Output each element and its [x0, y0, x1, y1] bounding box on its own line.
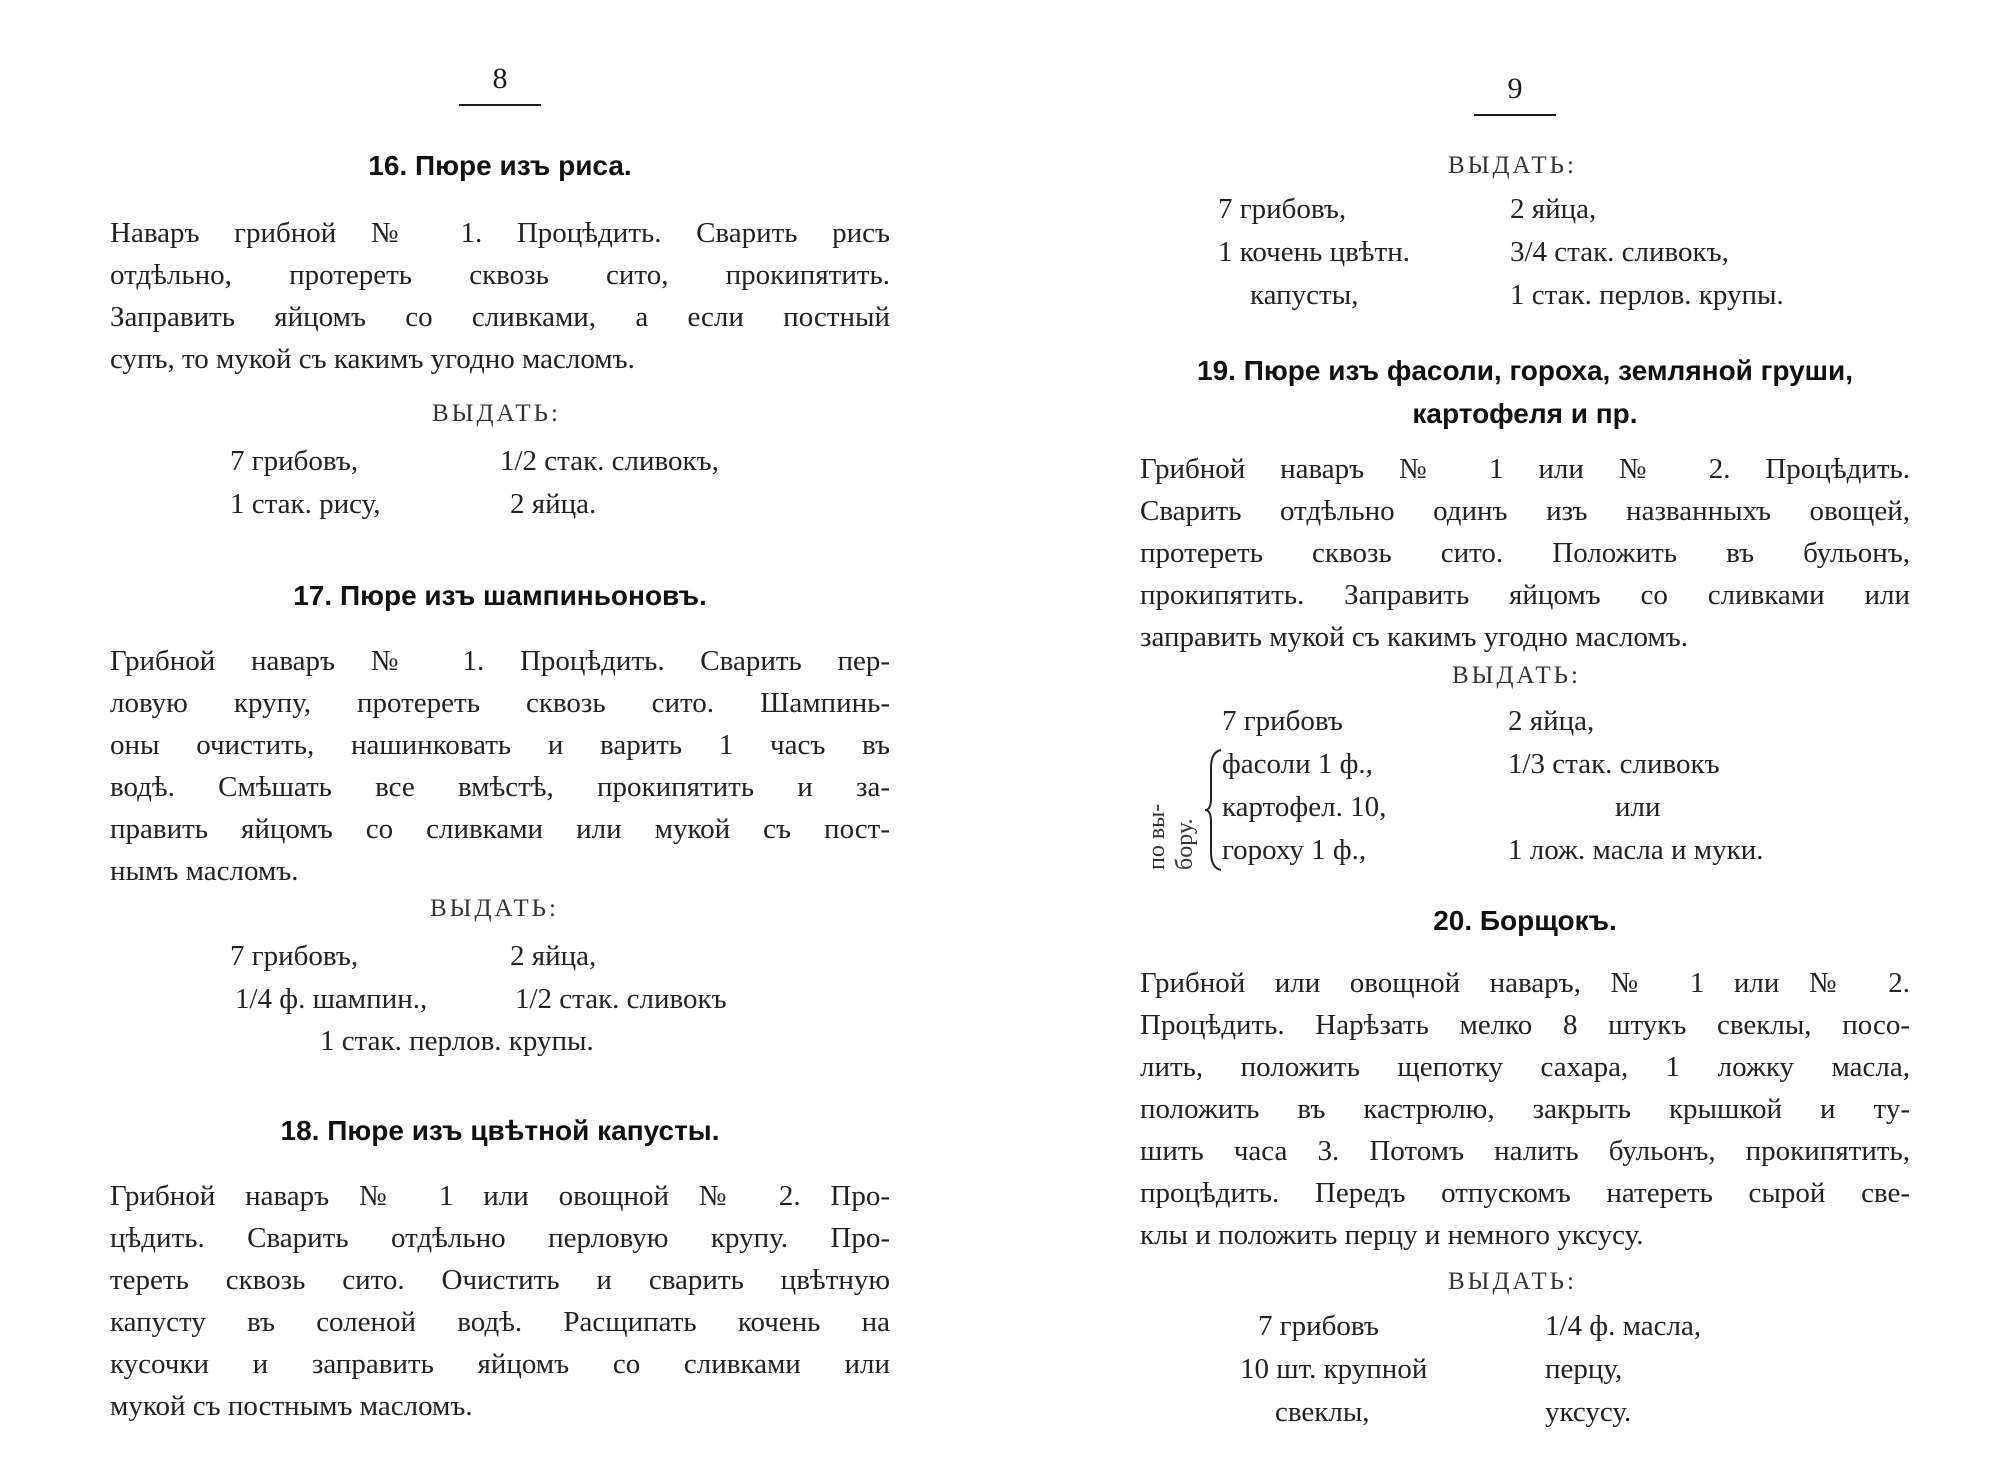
page-number	[1470, 72, 1560, 116]
ingredient: или	[1615, 791, 1661, 823]
ingredient: фасоли 1 ф.,	[1222, 748, 1373, 780]
ingredient: капусты,	[1250, 279, 1359, 311]
text-line: отдѣльно, протереть сквозь сито, прокипятить.	[110, 259, 890, 291]
text-line: водѣ. Смѣшать все вмѣстѣ, прокипятить и за-	[110, 771, 890, 803]
ingredient: 1/2 стак. сливокъ	[515, 983, 727, 1015]
text-line: прокипятить. Заправить яйцомъ со сливками или	[1140, 579, 1910, 611]
text-line: Грибной наваръ № 1. Процѣдить. Сварить пер-	[110, 645, 890, 677]
recipe-17-title: 17. Пюре изъ шампиньоновъ.	[293, 580, 707, 611]
right-page	[1000, 0, 2000, 1469]
ingredient: 7 грибовъ,	[230, 445, 359, 477]
ingredient: 7 грибовъ,	[1218, 193, 1347, 225]
text-line: Грибной наваръ № 1 или № 2. Процѣдить.	[1140, 453, 1910, 485]
recipe-18-title: 18. Пюре изъ цвѣтной капусты.	[280, 1115, 720, 1146]
ingredient: 1 стак. перлов. крупы.	[320, 1025, 594, 1057]
text-line: тереть сквозь сито. Очистить и сварить цвѣтную	[110, 1264, 890, 1296]
recipe-20-title: 20. Борщокъ.	[1433, 905, 1617, 936]
recipe-17-yield-label: ВЫДАТЬ:	[430, 895, 559, 922]
text-line: оны очистить, нашинковать и варить 1 часъ въ	[110, 729, 890, 761]
recipe-16-text	[110, 212, 890, 380]
ingredient: 2 яйца,	[1508, 705, 1595, 737]
ingredient: 1/4 ф. шампин.,	[235, 983, 428, 1015]
recipe-20-text	[1140, 962, 1910, 1256]
recipe-20-yield-label: ВЫДАТЬ:	[1448, 1268, 1577, 1295]
ingredient: картофел. 10,	[1222, 791, 1387, 823]
ingredient: свеклы,	[1275, 1396, 1370, 1428]
ingredient: 7 грибовъ	[1258, 1310, 1379, 1342]
ingredient: 1/3 стак. сливокъ	[1508, 748, 1720, 780]
text-line: капусту въ соленой водѣ. Расщипать кочень на	[110, 1306, 890, 1338]
text-line: шить часа 3. Потомъ налить бульонъ, прокипятить,	[1140, 1135, 1910, 1167]
ingredient: 1 лож. масла и муки.	[1508, 834, 1764, 866]
ingredient: 1 стак. перлов. крупы.	[1510, 279, 1784, 311]
text-line: цѣдить. Сварить отдѣльно перловую крупу. Про-	[110, 1222, 890, 1254]
recipe-19-title-line1: 19. Пюре изъ фасоли, гороха, земляной груши,	[1197, 355, 1853, 386]
text-line: лить, положить щепотку сахара, 1 ложку масла,	[1140, 1051, 1910, 1083]
text-line: Наваръ грибной № 1. Процѣдить. Сварить рисъ	[110, 217, 890, 249]
recipe-19-title-line2: картофеля и пр.	[1412, 398, 1638, 429]
ingredient: перцу,	[1545, 1353, 1623, 1385]
ingredient: 10 шт. крупной	[1240, 1353, 1428, 1385]
page-number	[455, 62, 545, 106]
ingredient: 2 яйца,	[1510, 193, 1597, 225]
text-line: Грибной наваръ № 1 или овощной № 2. Про-	[110, 1180, 890, 1212]
ingredient: 3/4 стак. сливокъ,	[1510, 236, 1729, 268]
ingredient: уксусу.	[1545, 1396, 1632, 1428]
ingredient: 7 грибовъ,	[230, 940, 359, 972]
text-line: Заправить яйцомъ со сливками, а если постный	[110, 301, 890, 333]
text-line: Грибной или овощной наваръ, № 1 или № 2.	[1140, 967, 1910, 999]
choice-label: по вы- бору.	[1144, 803, 1198, 870]
recipe-18-yield-label: ВЫДАТЬ:	[1448, 152, 1577, 179]
recipe-19-yield-label: ВЫДАТЬ:	[1452, 662, 1581, 689]
text-line: Процѣдить. Нарѣзать мелко 8 штукъ свеклы, посо-	[1140, 1009, 1910, 1041]
recipe-18-text	[110, 1175, 890, 1427]
page-number-text: 8	[492, 62, 508, 95]
text-line: мукой съ постнымъ масломъ.	[110, 1390, 473, 1422]
recipe-16-yield-label: ВЫДАТЬ:	[432, 400, 561, 427]
page-number-rule	[1474, 114, 1556, 116]
ingredient: 7 грибовъ	[1222, 705, 1343, 737]
page-number-rule	[459, 104, 541, 106]
ingredient: 1 кочень цвѣтн.	[1218, 236, 1410, 268]
ingredient: 1/2 стак. сливокъ,	[500, 445, 719, 477]
ingredient: 1 стак. рису,	[230, 488, 381, 520]
recipe-17-text	[110, 640, 890, 892]
text-line: править яйцомъ со сливками или мукой съ пост-	[110, 813, 890, 845]
ingredient: 2 яйца,	[510, 940, 597, 972]
text-line: ловую крупу, протереть сквозь сито. Шампинь-	[110, 687, 890, 719]
ingredient: 2 яйца.	[510, 488, 597, 520]
text-line: положить въ кастрюлю, закрыть крышкой и ту-	[1140, 1093, 1910, 1125]
text-line: Сварить отдѣльно одинъ изъ названныхъ овощей,	[1140, 495, 1910, 527]
text-line: кусочки и заправить яйцомъ со сливками или	[110, 1348, 890, 1380]
recipe-16-title: 16. Пюре изъ риса.	[368, 150, 632, 181]
page-number-text: 9	[1507, 72, 1523, 105]
text-line: протереть сквозь сито. Положить въ бульонъ,	[1140, 537, 1910, 569]
text-line: клы и положить перцу и немного уксусу.	[1140, 1219, 1644, 1251]
ingredient: 1/4 ф. масла,	[1545, 1310, 1702, 1342]
recipe-19-text	[1140, 448, 1910, 658]
text-line: заправить мукой съ какимъ угодно масломъ.	[1140, 621, 1689, 653]
text-line: супъ, то мукой съ какимъ угодно масломъ.	[110, 343, 635, 375]
text-line: нымъ масломъ.	[110, 855, 299, 887]
text-line: процѣдить. Передъ отпускомъ натереть сырой све-	[1140, 1177, 1910, 1209]
ingredient: гороху 1 ф.,	[1222, 834, 1367, 866]
